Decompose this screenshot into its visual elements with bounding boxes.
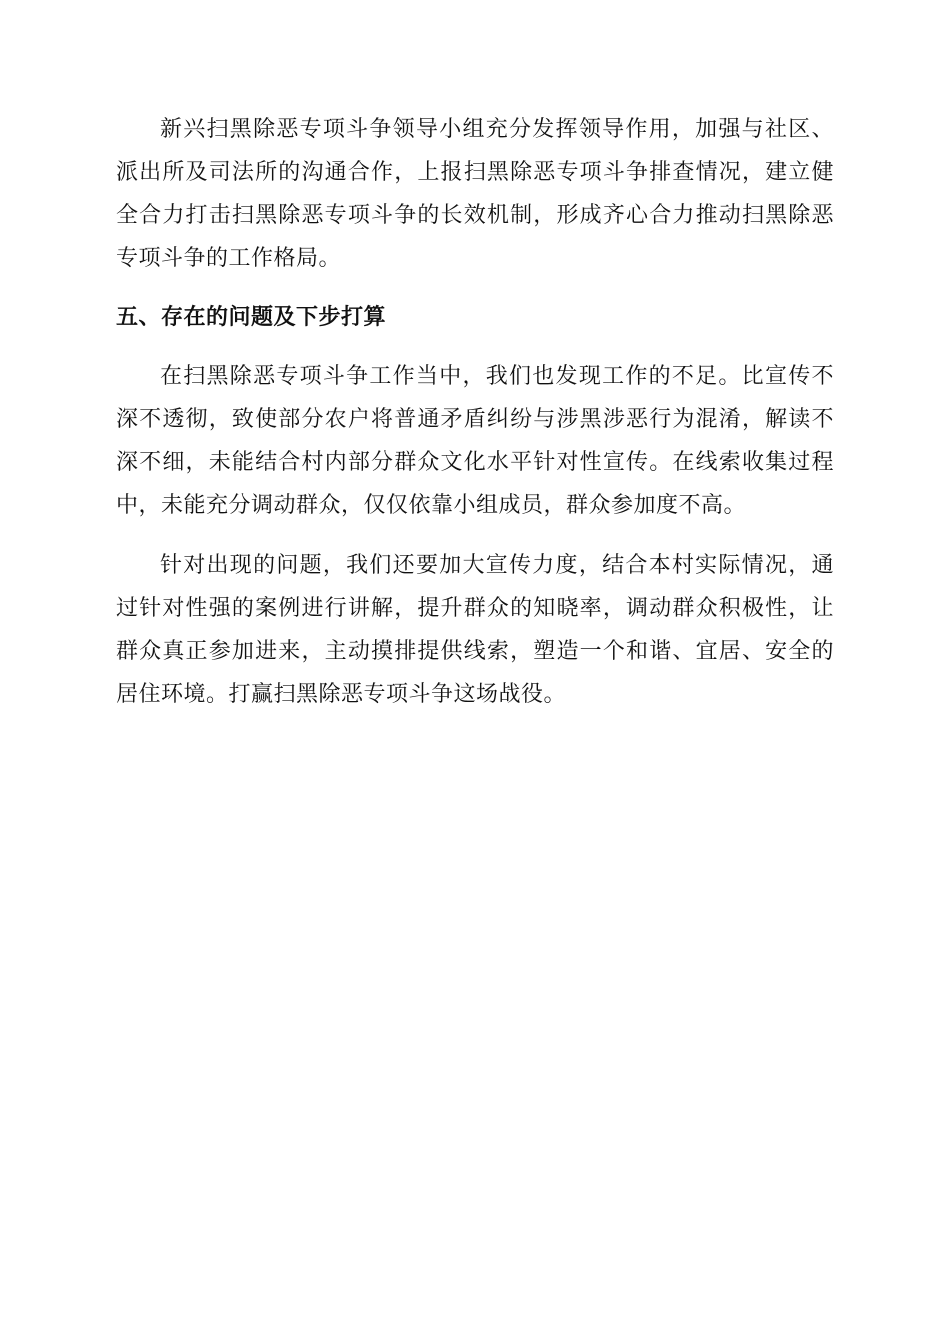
paragraph-leadership: 新兴扫黑除恶专项斗争领导小组充分发挥领导作用，加强与社区、派出所及司法所的沟通合作，上报扫黑除恶专项斗争排查情况，建立健全合力打击扫黑除恶专项斗争的长效机制，形成齐心合力推动扫黑除恶专项斗争的工作格局。 xyxy=(116,117,834,271)
paragraph-next-steps: 针对出现的问题，我们还要加大宣传力度，结合本村实际情况，通过针对性强的案例进行讲解，提升群众的知晓率，调动群众积极性，让群众真正参加进来，主动摸排提供线索，塑造一个和谐、宜居、安全的居住环境。打赢扫黑除恶专项斗争这场战役。 xyxy=(116,553,834,707)
paragraph-problems: 在扫黑除恶专项斗争工作当中，我们也发现工作的不足。比宣传不深不透彻，致使部分农户将普通矛盾纠纷与涉黑涉恶行为混淆，解读不深不细，未能结合村内部分群众文化水平针对性宣传。在线索收集过程中，未能充分调动群众，仅仅依靠小组成员，群众参加度不高。 xyxy=(116,364,834,518)
section-heading: 五、存在的问题及下步打算 xyxy=(116,304,387,330)
document-body xyxy=(116,108,834,733)
